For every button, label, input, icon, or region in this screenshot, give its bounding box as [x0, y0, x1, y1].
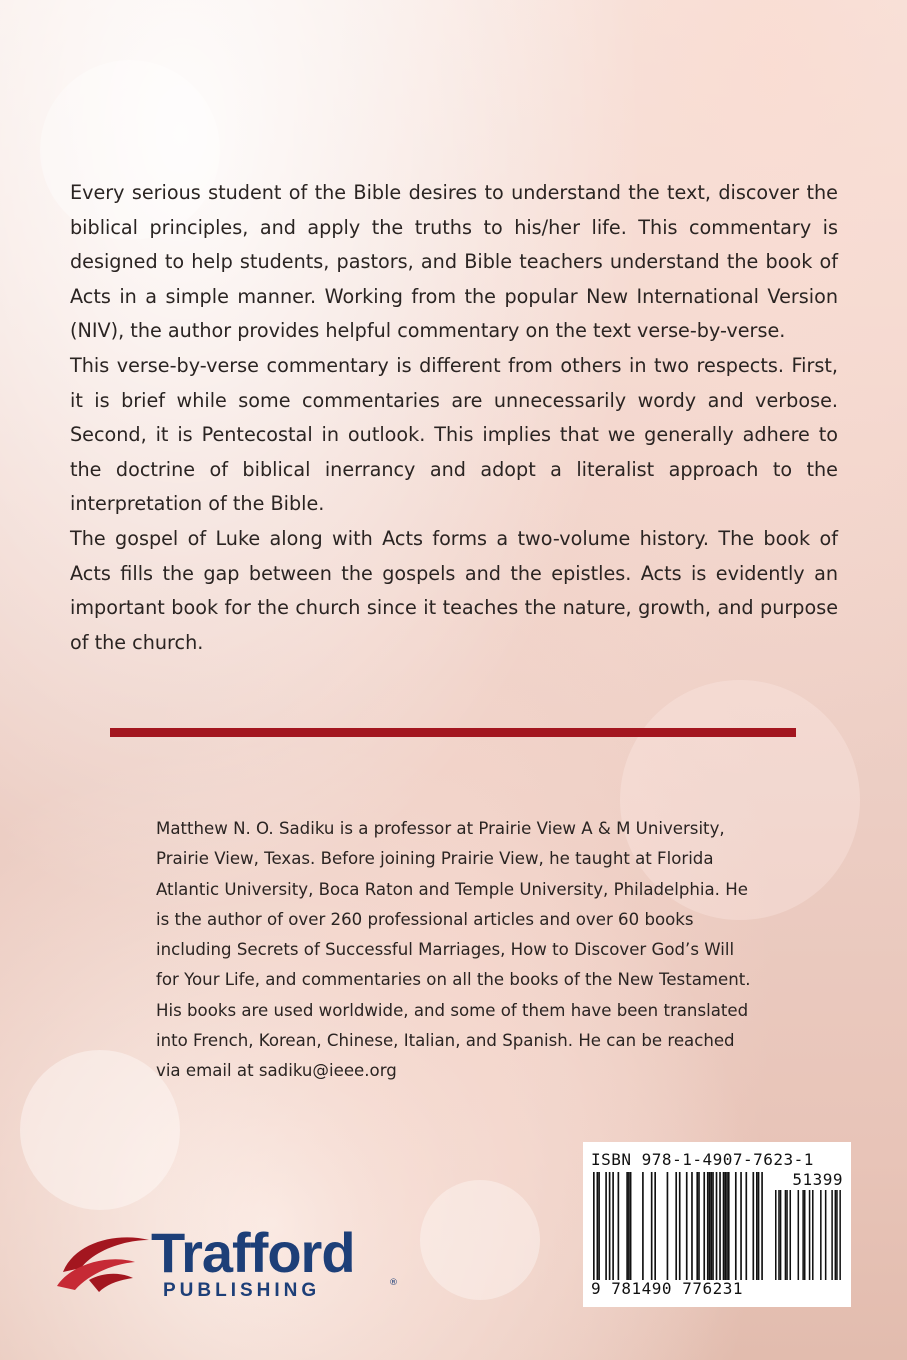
- barcode-bar: [745, 1172, 747, 1280]
- barcode-bar: [804, 1190, 806, 1280]
- barcode-bar: [735, 1172, 737, 1280]
- barcode-bar: [756, 1172, 758, 1280]
- barcode-bar: [686, 1172, 688, 1280]
- barcode-bar: [716, 1172, 718, 1280]
- barcode-bar: [618, 1172, 620, 1280]
- barcode-bar: [642, 1172, 644, 1280]
- barcode-bar: [761, 1172, 763, 1280]
- barcode-bar: [651, 1172, 653, 1280]
- barcode-bar: [809, 1190, 811, 1280]
- barcode-bar: [831, 1190, 833, 1280]
- barcode-bar: [839, 1190, 841, 1280]
- barcode-bar: [825, 1190, 827, 1280]
- barcode-bar: [628, 1172, 630, 1280]
- barcode-bar: [836, 1190, 838, 1280]
- barcode-bar: [780, 1190, 782, 1280]
- barcode-bar: [605, 1172, 607, 1280]
- barcode-bar: [593, 1172, 595, 1280]
- barcode-bar: [612, 1172, 614, 1280]
- barcode-bar: [679, 1172, 681, 1280]
- barcode-bar: [789, 1190, 791, 1280]
- bokeh-decoration: [420, 1180, 540, 1300]
- barcode-bar: [626, 1172, 628, 1280]
- barcode-bar: [820, 1190, 822, 1280]
- description-paragraph-1: Every serious student of the Bible desires to understand the text, discover the biblical principles, and apply the truths to his/her life. This commentary is designed to help students, pastors, and Bible teachers understand the book of Acts in a simple manner. Working from the popular New International Version (NIV), the author provides helpful commentary on the text verse-by-verse.: [70, 181, 838, 343]
- barcode-bar: [786, 1190, 788, 1280]
- barcode-bar: [752, 1172, 754, 1280]
- barcode-bar: [723, 1172, 725, 1280]
- barcode-bar: [775, 1190, 777, 1280]
- barcode-bar: [609, 1172, 611, 1280]
- barcode-bar: [707, 1172, 709, 1280]
- barcode-bar: [654, 1172, 656, 1280]
- barcode-bar: [696, 1172, 698, 1280]
- barcode-bar: [802, 1190, 804, 1280]
- barcode-bar: [728, 1172, 730, 1280]
- ean-digits: 9 781490 776231: [591, 1279, 743, 1298]
- barcode-bar: [785, 1190, 787, 1280]
- barcode-bar: [630, 1172, 632, 1280]
- barcode-bar: [740, 1172, 742, 1280]
- description-paragraph-3: The gospel of Luke along with Acts forms a two-volume history. The book of Acts fills the gap between the gospels and the epistles. Acts is evidently an important book for the church since it teaches the nature, growth, and purpose of the church.: [70, 526, 838, 654]
- isbn-label: ISBN 978-1-4907-7623-1: [591, 1150, 814, 1169]
- barcode-bar: [724, 1172, 726, 1280]
- publisher-name: Trafford: [151, 1221, 355, 1284]
- barcode-bar: [597, 1172, 599, 1280]
- barcode-bar: [758, 1172, 760, 1280]
- isbn-barcode: [583, 1142, 851, 1307]
- barcode-bar: [812, 1190, 814, 1280]
- barcode-bar: [698, 1172, 700, 1280]
- red-divider: [110, 728, 796, 737]
- barcode-bar: [835, 1190, 837, 1280]
- barcode-bar: [598, 1172, 600, 1280]
- barcode-bar: [712, 1172, 714, 1280]
- barcode-bar: [778, 1190, 780, 1280]
- barcode-bar: [719, 1172, 721, 1280]
- author-bio: Matthew N. O. Sadiku is a professor at Prairie View A & M University, Prairie View, Texas. Before joining Prairie View, he taught at Florida Atlantic University, Boca Raton and Temple University, Philadelphia. He is the author of over 260 professional articles and over 60 books including Secrets of Successful Marriages, How to Discover God’s Will for Your Life, and commentaries on all the books of the New Testament. His books are used worldwide, and some of them have been translated into French, Korean, Chinese, Italian, and Spanish. He can be reached via email at sadiku@ieee.org: [156, 819, 751, 1081]
- barcode-bar: [703, 1172, 705, 1280]
- barcode-bar: [726, 1172, 728, 1280]
- description-paragraph-2: This verse-by-verse commentary is different from others in two respects. First, it is brief while some commentaries are unnecessarily wordy and verbose. Second, it is Pentecostal in outlook. This implies that we generally adhere to the doctrine of biblical inerrancy and adopt a literalist approach to the interpretation of the Bible.: [70, 353, 838, 516]
- barcode-bar: [798, 1190, 800, 1280]
- trafford-publishing-logo: [55, 1221, 405, 1308]
- publisher-swoosh-icon: [55, 1228, 155, 1308]
- barcode-bar: [710, 1172, 712, 1280]
- barcode-bar: [691, 1172, 693, 1280]
- barcode-bar: [709, 1172, 711, 1280]
- publisher-tagline: PUBLISHING: [163, 1280, 321, 1301]
- price-code: 51399: [792, 1170, 843, 1189]
- book-description: [70, 176, 838, 660]
- registered-mark: ®: [389, 1278, 398, 1288]
- barcode-bar: [675, 1172, 677, 1280]
- barcode-bar: [667, 1172, 669, 1280]
